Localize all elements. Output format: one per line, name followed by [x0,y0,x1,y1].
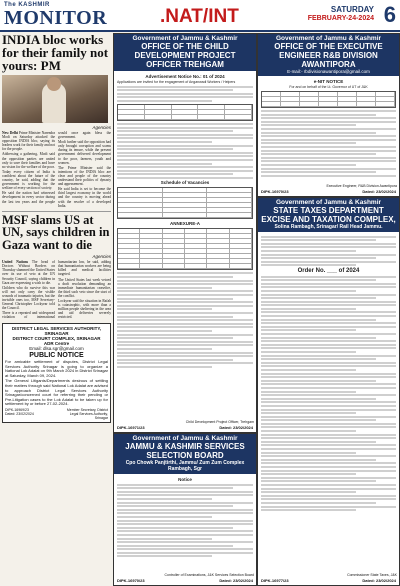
notice-dipk: DIPK-16969/23 [5,407,29,412]
story1-para: He said India is set to become the third largest economy in the world and the country is moving ahead with the resolve of a developed India. [58,187,111,208]
ad-icds-trehgam [113,33,257,433]
ad-footer [117,578,253,583]
notice-para: For amicable settlement of disputes, District Legal Services Authority Srinagar is going to organize a National Lok Adalat on 9th March 2024 in District Srinagar at Saturday, March 09, 2024. [5,359,108,378]
ad-text-lines [117,272,253,367]
ad-text-lines [261,110,396,177]
story2 [2,211,111,320]
ad-office: STATE TAXES DEPARTMENT EXCISE AND TAXATION COMPLEX, [261,206,396,224]
ad-table [117,228,253,270]
ad-dipk: DIPK-16970/23 [117,578,145,583]
ad-text-lines [117,123,253,179]
notice-org: DISTRICT LEGAL SERVICES AUTHORITY, SRINAGAR [11,326,102,336]
story1-headline: INDIA bloc works for their family not yours: PM [2,33,109,73]
notice-contact: ADR Centre [43,341,70,346]
ad-jkssb [113,433,257,586]
public-notice [2,323,111,423]
ad-ref: Advertisement Notice No.: 01 of 2024 [145,74,225,79]
ad-dipk: DIPK-16977/23 [261,578,289,583]
ad-gov: Government of Jammu & Kashmir [132,435,238,442]
ad-sign: Child Development Project Officer, Trehgam [185,420,254,424]
story2-para: Children who do survive this war will not only carry the visible wounds of traumatic injuries, but the invisible ones too, MSF Secretary-General Christopher Lockyear told the Council. [2,285,55,311]
ad-rnb-awantipora [257,33,400,197]
notice-email: Email: dlsa.sgr@gmail.com [29,346,84,351]
ad-dated: Dated: 23/02/2024 [362,189,396,194]
masthead-small-title: The KASHMIR [4,2,50,8]
story1-para: Modi further said the opposition had only brought corruption and scams during its tenure, while the present government delivered development to the poor, farmers, youth and women. [58,140,111,165]
ad-title: Notice [178,477,192,482]
ad-header [258,198,399,232]
page-number: 6 [383,2,396,27]
story2-body [2,260,111,320]
ad-dated: Dated: 23/02/2024 [362,578,396,583]
story1-para: Prime Minister Narendra Modi on Saturday attacked the opposition INDIA bloc, saying its leaders work for their family and not for the people. [2,131,55,152]
ad-state-taxes [257,197,400,586]
ad-table [117,187,253,219]
ad-table-title: Schedule of Vacancies [160,180,210,186]
newspaper-title: MONITOR [4,7,108,29]
ad-dated: Dated: 23/02/2024 [219,578,253,583]
ad-text-lines [117,484,253,558]
story1-body [2,131,111,208]
story1-para: The Prime Minister said the intentions of the INDIA bloc are clear and people of the country understand their politics of dynasty and appeasement. [58,165,111,187]
ad-location: Solina Rambagh, Srinagar/ Rail Head Jammu. [274,224,383,230]
ad-subtitle: For and on behalf of the Lt. Governor of UT of J&K [289,85,368,89]
news-column [2,33,111,586]
ad-gov: Government of Jammu & Kashmir [275,199,382,206]
ad-sign: Commissioner State Taxes, J&K [347,573,397,577]
ad-body [258,76,399,180]
ad-header [114,34,256,71]
story2-para: Lockyear said the situation in Rafah is catastrophic, with more than a million people sheltering in the area and aid deliveries severely restricted. [58,299,111,320]
ad-body [258,232,399,515]
story1-para: Today every citizen of India is confident about the future of the country, he said, adding that the government is working for the welfare of every section of society. [2,169,55,191]
ad-office: OFFICE OF THE EXECUTIVE ENGINEER R&B DIVISION AWANTIPORA [274,42,383,69]
ad-gov: Government of Jammu & Kashmir [132,35,238,42]
ad-email: E-mail:- rbdivisionawantipora@gmail.com [287,69,370,74]
ad-sign: Controller of Examinations, J&K Services Selection Board [164,573,254,577]
story2-para: The United States last week vetoed a draft resolution demanding an immediate humanitarian ceasefire, the third such veto since the start of the conflict. [58,277,111,298]
story2-para: There is a repeated and widespread violation of international humanitarian law, he said, adding that humanitarian workers are being killed and medical facilities targeted. [2,260,111,320]
story2-byline: Agencies [92,254,111,260]
ad-location: Cpo Chowk Panjtirthi, Jammu/ Zum Zum Complex Rambagh, Sgr [125,460,245,472]
ad-dipk: DIPK-16971/23 [117,425,145,430]
issue-day: SATURDAY [330,5,374,14]
notice-dated: Dated: 23/02/2024 [5,411,34,416]
ad-footer [261,189,396,194]
ad-dipk: DIPK-16970/23 [261,189,289,194]
notice-sign: Member Secretary, District Legal Services Authority, Srinagar [66,407,108,420]
masthead [0,0,400,32]
story1-para: He said the nation had witnessed development in every sector during the last ten years and the people would once again bless the government. [2,131,111,204]
ad-footer [261,578,396,583]
story1-photo [2,75,108,123]
ad-office: JAMMU & KASHMIR SERVICES SELECTION BOARD [125,442,245,460]
notice-title: PUBLIC NOTICE [29,352,84,359]
ad-table [261,91,396,108]
ad-header [258,34,399,76]
ad-text-lines [261,236,396,267]
story2-dateline: United Nations [2,260,29,265]
story1-dateline: New Delhi [2,131,18,135]
photo-head [47,77,61,91]
ad-order: Order No. ___ of 2024 [297,267,360,274]
ad-table [117,104,253,121]
ad-footer [117,425,253,430]
ad-body-title: Applications are invited for the engagement of Anganwadi Workers / Helpers [117,80,236,84]
story2-para: The head of Doctors Without Borders on Thursday slammed the United States over its use of veto at the UN Security Council, saying children in Gaza are expressing a wish to die. [2,260,55,285]
notice-court: DISTRICT COURT COMPLEX, SRINAGAR [12,336,101,341]
notice-para: The General Litigants/Departments desirous of settling their matters through said National Lok Adalat are advised to approach District Legal Services Authority Srinagar/concerned court for referring their pending or Pre-Litigation cases to the Lok Adalat to be taken up for settlement by or before 27-02-2024. [5,378,108,407]
ad-text-lines [261,276,396,512]
ad-text-lines [117,86,253,102]
ad-body [114,474,256,561]
ad-sign: Executive Engineer, R&B Division Awantipora [326,184,397,188]
story1-para: Addressing a gathering, Modi said the opposition parties are united only to save their families and have no vision for the welfare of the poor. [2,152,55,169]
story1-byline: Agencies [92,125,111,130]
ad-dated: Dated: 23/02/2024 [219,425,253,430]
story2-headline: MSF slams US at UN, says children in Gaza want to die [2,212,110,252]
ad-body [114,71,256,372]
ad-header [114,434,256,474]
ad-gov: Government of Jammu & Kashmir [275,35,382,42]
issue-date: FEBRUARY-24-2024 [307,15,374,22]
notice-footer [5,408,108,420]
ad-office: OFFICE OF THE CHILD DEVELOPMENT PROJECT OFFICER TREHGAM [134,42,236,69]
ad-title: e-NIT NOTICE [313,79,344,84]
section-title: .NAT/INT [160,6,239,27]
ad-annexure: ANNEXURE-A [169,221,200,227]
